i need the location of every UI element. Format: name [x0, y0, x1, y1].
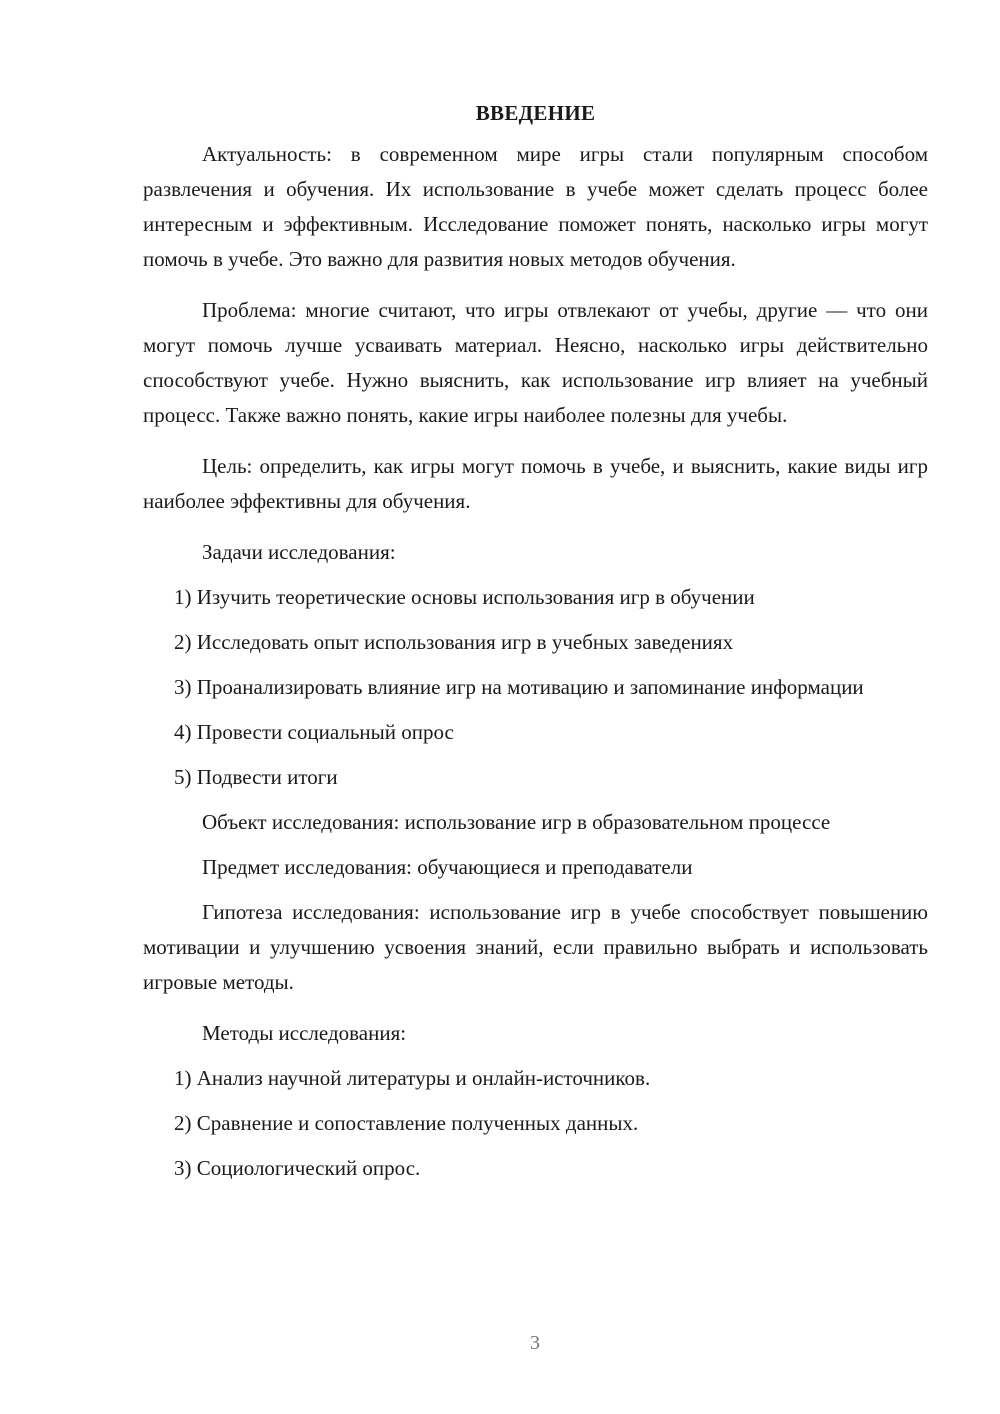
task-item-4: 4) Провести социальный опрос — [174, 720, 454, 744]
section-title: ВВЕДЕНИЕ — [475, 101, 596, 125]
method-item-1: 1) Анализ научной литературы и онлайн-источников. — [174, 1066, 651, 1090]
task-item-1: 1) Изучить теоретические основы использования игр в обучении — [174, 585, 755, 609]
method-item-2: 2) Сравнение и сопоставление полученных данных. — [174, 1111, 639, 1135]
tasks-label: Задачи исследования: — [202, 540, 396, 564]
goal-paragraph: Цель: определить, как игры могут помочь в учебе, и выяснить, какие виды игр наиболее эффективны для обучения. — [143, 454, 928, 513]
methods-label: Методы исследования: — [202, 1021, 407, 1045]
hypothesis-paragraph: Гипотеза исследования: использование игр в учебе способствует повышению мотивации и улучшению усвоения знаний, если правильно выбрать и использовать игровые методы. — [143, 900, 928, 994]
task-item-2: 2) Исследовать опыт использования игр в учебных заведениях — [174, 630, 734, 654]
object-paragraph: Объект исследования: использование игр в образовательном процессе — [202, 810, 831, 834]
relevance-paragraph: Актуальность: в современном мире игры стали популярным способом развлечения и обучения. Их использование в учебе может сделать процесс более интересным и эффективным. Исследование поможет понять, насколько игры могут помочь в учебе. Это важно для развития новых методов обучения. — [143, 142, 928, 271]
method-item-3: 3) Социологический опрос. — [174, 1156, 421, 1180]
page-content — [143, 96, 928, 1196]
subject-paragraph: Предмет исследования: обучающиеся и преподаватели — [202, 855, 693, 879]
problem-paragraph: Проблема: многие считают, что игры отвлекают от учебы, другие — что они могут помочь лучше усваивать материал. Неясно, насколько игры действительно способствуют учебе. Нужно выяснить, как использование игр влияет на учебный процесс. Также важно понять, какие игры наиболее полезны для учебы. — [143, 298, 928, 427]
task-item-5: 5) Подвести итоги — [174, 765, 338, 789]
task-item-3: 3) Проанализировать влияние игр на мотивацию и запоминание информации — [174, 675, 864, 699]
page-number: 3 — [530, 1332, 540, 1354]
